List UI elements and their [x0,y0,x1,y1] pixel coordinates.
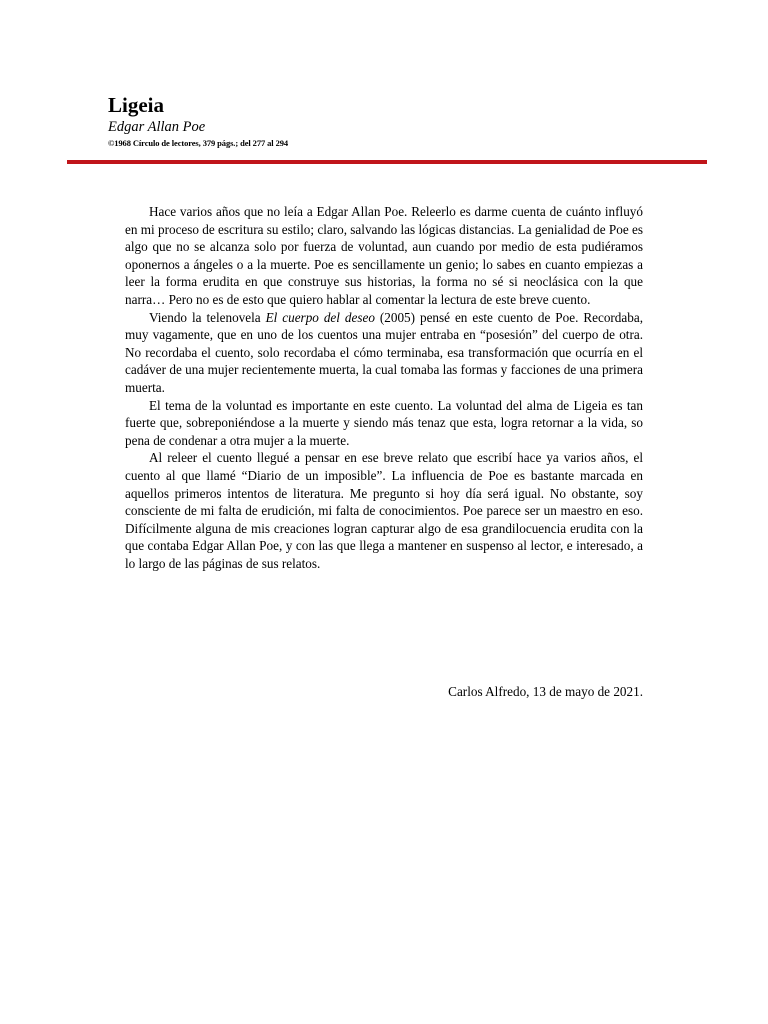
document-title: Ligeia [108,93,164,117]
article-body [125,203,643,572]
signature-line: Carlos Alfredo, 13 de mayo de 2021. [448,684,643,699]
document-header [108,92,668,149]
header-divider [67,160,707,164]
paragraph-2 [125,309,643,397]
paragraph-4: Al releer el cuento llegué a pensar en ese breve relato que escribí hace ya varios años, el cuento al que llamé “Diario de un imposible”. La influencia de Poe es bastante marcada en aquellos primeros intentos de literatura. Me pregunto si hoy día será igual. No obstante, soy consciente de mi falta de erudición, mi falta de conocimientos. Poe parece ser un maestro en eso. Difícilmente alguna de mis creaciones logran capturar algo de esa grandilocuencia erudita con la que contaba Edgar Allan Poe, y con las que llega a mantener en suspenso al lector, e interesado, a lo largo de las páginas de sus relatos. [125,450,643,571]
paragraph-2-rest: (2005) pensé en este cuento de Poe. Recordaba, muy vagamente, que en uno de los cuentos una mujer entraba en “posesión” del cuerpo de otra. No recordaba el cuento, solo recordaba el cómo terminaba, esa transformación que ocurría en el cadáver de una mujer recientemente muerta, la cual tomaba las formas y facciones de una primera muerta. [125,309,644,395]
document-author: Edgar Allan Poe [108,119,206,135]
copyright-line: ©1968 Círculo de lectores, 379 págs.; del 277 al 294 [108,138,289,148]
paragraph-2-lead: Viendo la telenovela [149,309,266,325]
telenovela-title: El cuerpo del deseo [265,309,375,325]
paragraph-1: Hace varios años que no leía a Edgar Allan Poe. Releerlo es darme cuenta de cuánto influyó en mi proceso de escritura su estilo; claro, salvando las lógicas distancias. La genialidad de Poe es algo que no se alcanza solo por fuerza de voluntad, aun cuando por medio de esta pudiéramos oponernos a ángeles o a la muerte. Poe es sencillamente un genio; lo sabes en cuanto empiezas a leer la forma erudita en que construye sus historias, la forma no sé si neoclásica con la que narra… Pero no es de esto que quiero hablar al comentar la lectura de este breve cuento. [125,204,643,307]
paragraph-3: El tema de la voluntad es importante en este cuento. La voluntad del alma de Ligeia es tan fuerte que, sobreponiéndose a la muerte y siendo más tenaz que esta, logra retornar a la vida, so pena de condenar a otra mujer a la muerte. [125,397,643,448]
